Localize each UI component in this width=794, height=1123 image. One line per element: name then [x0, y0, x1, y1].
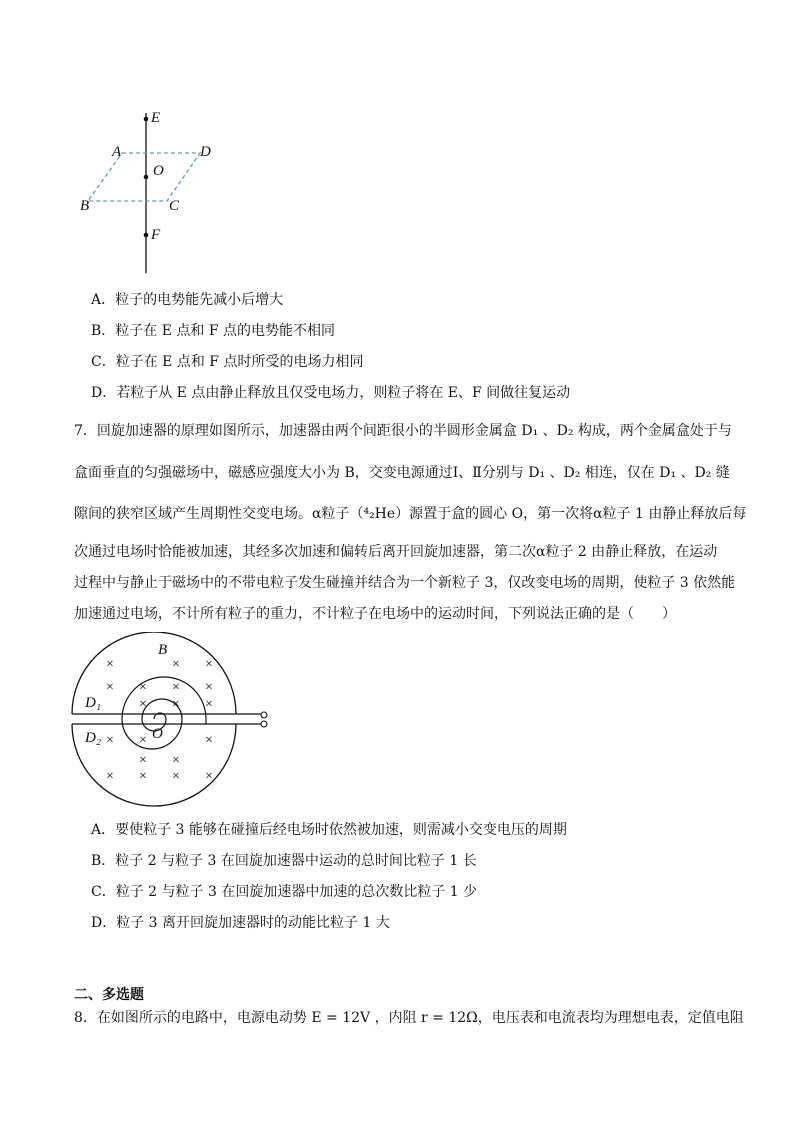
label-c: C [169, 198, 180, 214]
svg-text:×: × [139, 697, 147, 712]
svg-text:×: × [172, 753, 180, 768]
label-d2: D₂ [85, 730, 102, 746]
svg-text:×: × [205, 769, 213, 784]
terminal-bottom [261, 721, 267, 727]
label-f: F [151, 227, 161, 243]
q6-option-a: A．粒子的电势能先减小后增大 [91, 292, 284, 308]
section-title: 二、多选题 [74, 987, 144, 1003]
figure-ef-axis [70, 105, 250, 275]
figure-cyclotron [68, 632, 278, 808]
svg-text:×: × [172, 657, 180, 672]
svg-text:×: × [172, 680, 180, 695]
q8-line-1: 8．在如图所示的电路中，电源电动势 E = 12V ，内阻 r = 12Ω，电压表和电流表均为理想电表，定值电阻 [74, 1010, 744, 1026]
svg-text:×: × [106, 657, 114, 672]
label-o: O [153, 163, 164, 179]
spiral-path [122, 677, 206, 749]
q7-option-c: C．粒子 2 与粒子 3 在回旋加速器中加速的总次数比粒子 1 少 [91, 884, 478, 900]
point-o [144, 175, 149, 180]
svg-text:×: × [106, 733, 114, 748]
q7-option-a: A．要使粒子 3 能够在碰撞后经电场时依然被加速，则需减小交变电压的周期 [91, 822, 567, 838]
label-d: D [200, 144, 211, 160]
svg-text:×: × [172, 769, 180, 784]
svg-text:×: × [106, 680, 114, 695]
q7-line-1: 7．回旋加速器的原理如图所示，加速器由两个间距很小的半圆形金属盒 D₁ 、D₂ 构成，两个金属盒处于与 [74, 423, 732, 439]
q7-line-6: 加速通过电场，不计所有粒子的重力，不计粒子在电场中的运动时间，下列说法正确的是（ ） [74, 606, 676, 622]
svg-text:×: × [205, 657, 213, 672]
label-a: A [112, 144, 122, 160]
svg-text:×: × [172, 697, 180, 712]
q6-option-b: B．粒子在 E 点和 F 点的电势能不相同 [91, 323, 336, 339]
q6-option-c: C．粒子在 E 点和 F 点时所受的电场力相同 [91, 354, 364, 370]
q7-line-4: 次通过电场时恰能被加速，其经多次加速和偏转后离开回旋加速器，第二次α粒子 2 由静止释放，在运动 [74, 544, 718, 560]
svg-text:×: × [205, 733, 213, 748]
q6-option-d: D．若粒子从 E 点由静止释放且仅受电场力，则粒子将在 E、F 间做往复运动 [91, 385, 571, 401]
label-d1: D₁ [85, 695, 102, 711]
svg-text:×: × [205, 697, 213, 712]
svg-text:×: × [139, 733, 147, 748]
label-o-center: O [152, 726, 163, 742]
svg-text:×: × [205, 680, 213, 695]
point-f [144, 233, 149, 238]
point-e [144, 117, 149, 122]
q7-line-2: 盒面垂直的匀强磁场中，磁感应强度大小为 B，交变电源通过Ⅰ、Ⅱ分别与 D₁ 、D₂ 相连，仅在 D₁ 、D₂ 缝 [74, 465, 730, 481]
label-b-field: B [158, 642, 168, 658]
svg-text:×: × [139, 769, 147, 784]
q7-option-b: B．粒子 2 与粒子 3 在回旋加速器中运动的总时间比粒子 1 长 [91, 853, 477, 869]
q7-line-5: 过程中与静止于磁场中的不带电粒子发生碰撞并结合为一个新粒子 3，仅改变电场的周期，使粒子 3 依然能 [74, 575, 736, 591]
label-e: E [151, 110, 161, 126]
svg-text:×: × [106, 769, 114, 784]
q7-line-3: 隙间的狭窄区域产生周期性交变电场。α粒子（⁴₂He）源置于盒的圆心 O，第一次将α粒子 1 由静止释放后每 [74, 506, 747, 522]
q7-option-d: D．粒子 3 离开回旋加速器时的动能比粒子 1 大 [91, 915, 390, 931]
label-b: B [80, 198, 90, 214]
svg-text:×: × [139, 680, 147, 695]
terminal-top [261, 712, 267, 718]
svg-text:×: × [139, 753, 147, 768]
